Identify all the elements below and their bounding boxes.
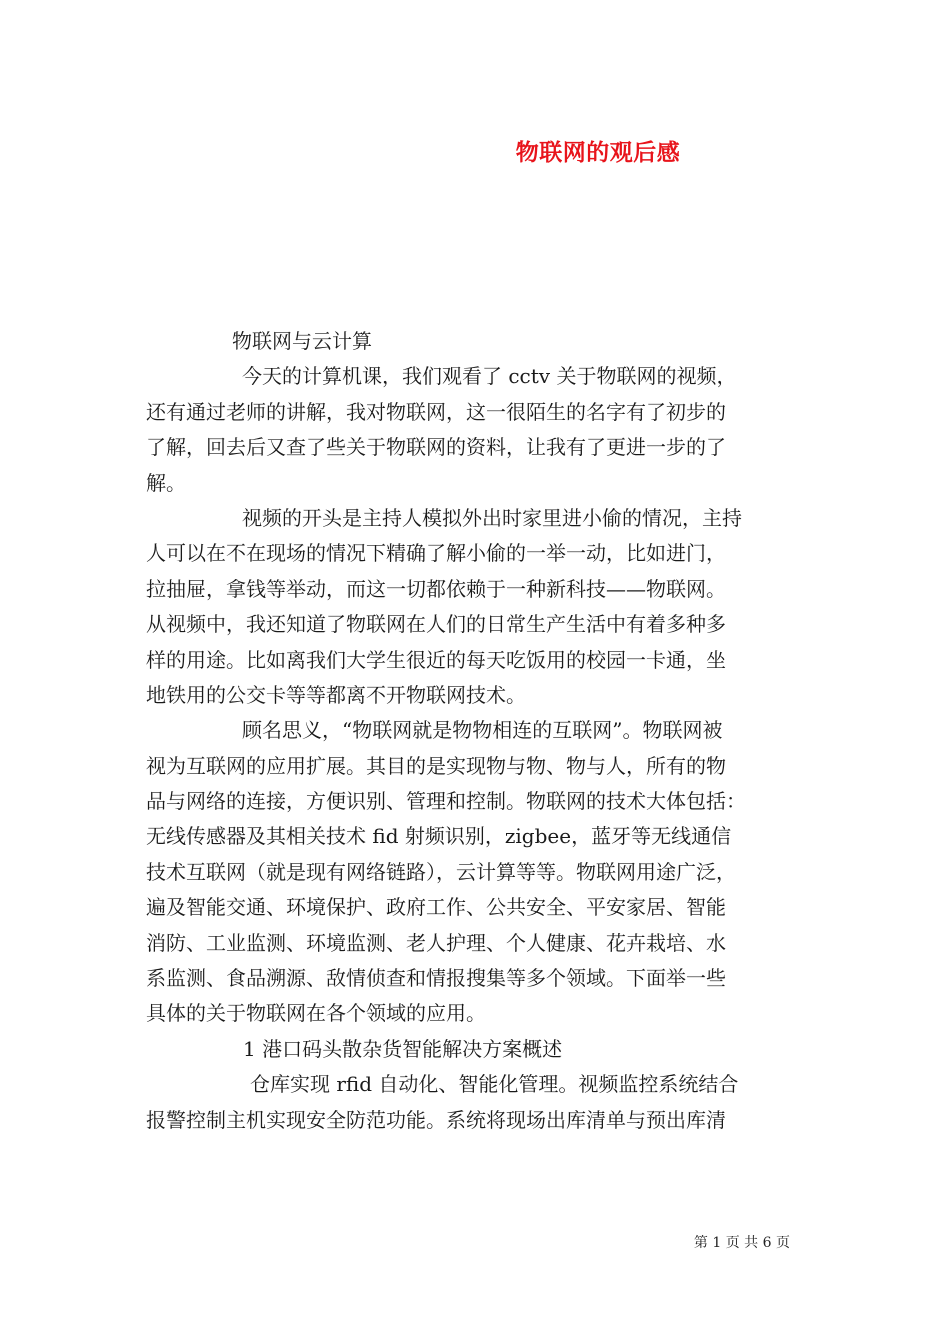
paragraph-line: 解。 xyxy=(146,470,186,495)
paragraph-line: 视为互联网的应用扩展。其目的是实现物与物、物与人，所有的物 xyxy=(146,753,726,778)
paragraph-line: 样的用途。比如离我们大学生很近的每天吃饭用的校园一卡通，坐 xyxy=(146,647,726,672)
paragraph-line: 了解，回去后又查了些关于物联网的资料，让我有了更进一步的了 xyxy=(146,435,726,460)
paragraph-line: 系监测、食品溯源、敌情侦查和情报搜集等多个领域。下面举一些 xyxy=(146,966,726,991)
paragraph-line: 具体的关于物联网在各个领域的应用。 xyxy=(146,1001,486,1026)
paragraph-line: 人可以在不在现场的情况下精确了解小偷的一举一动，比如进门， xyxy=(146,541,726,566)
paragraph-line: 顾名思义，“物联网就是物物相连的互联网”。物联网被 xyxy=(242,718,723,743)
paragraph-line: 遍及智能交通、环境保护、政府工作、公共安全、平安家居、智能 xyxy=(146,895,726,920)
paragraph-line: 今天的计算机课，我们观看了 cctv 关于物联网的视频， xyxy=(242,364,737,389)
paragraph-line: 报警控制主机实现安全防范功能。系统将现场出库清单与预出库清 xyxy=(146,1107,726,1132)
paragraph-line: 品与网络的连接，方便识别、管理和控制。物联网的技术大体包括： xyxy=(146,789,746,814)
paragraph-line: 地铁用的公交卡等等都离不开物联网技术。 xyxy=(146,682,526,707)
section-heading: 1 港口码头散杂货智能解决方案概述 xyxy=(243,1036,563,1061)
paragraph-line: 无线传感器及其相关技术 fid 射频识别，zigbee，蓝牙等无线通信 xyxy=(146,824,732,849)
paragraph-line: 还有通过老师的讲解，我对物联网，这一很陌生的名字有了初步的 xyxy=(146,399,726,424)
paragraph-line: 从视频中，我还知道了物联网在人们的日常生产生活中有着多种多 xyxy=(146,612,726,637)
page-number-footer: 第 1 页 共 6 页 xyxy=(693,1235,790,1251)
document-body xyxy=(146,324,811,1138)
paragraph-line: 视频的开头是主持人模拟外出时家里进小偷的情况，主持 xyxy=(242,505,742,530)
paragraph-line: 仓库实现 rfid 自动化、智能化管理。视频监控系统结合 xyxy=(250,1072,739,1097)
paragraph-line: 技术互联网（就是现有网络链路），云计算等等。物联网用途广泛， xyxy=(146,859,736,884)
document-title: 物联网的观后感 xyxy=(515,140,681,166)
section-subtitle: 物联网与云计算 xyxy=(232,329,372,353)
paragraph-line: 消防、工业监测、环境监测、老人护理、个人健康、花卉栽培、水 xyxy=(146,930,726,955)
paragraph-line: 拉抽屉，拿钱等举动，而这一切都依赖于一种新科技——物联网。 xyxy=(146,576,726,601)
